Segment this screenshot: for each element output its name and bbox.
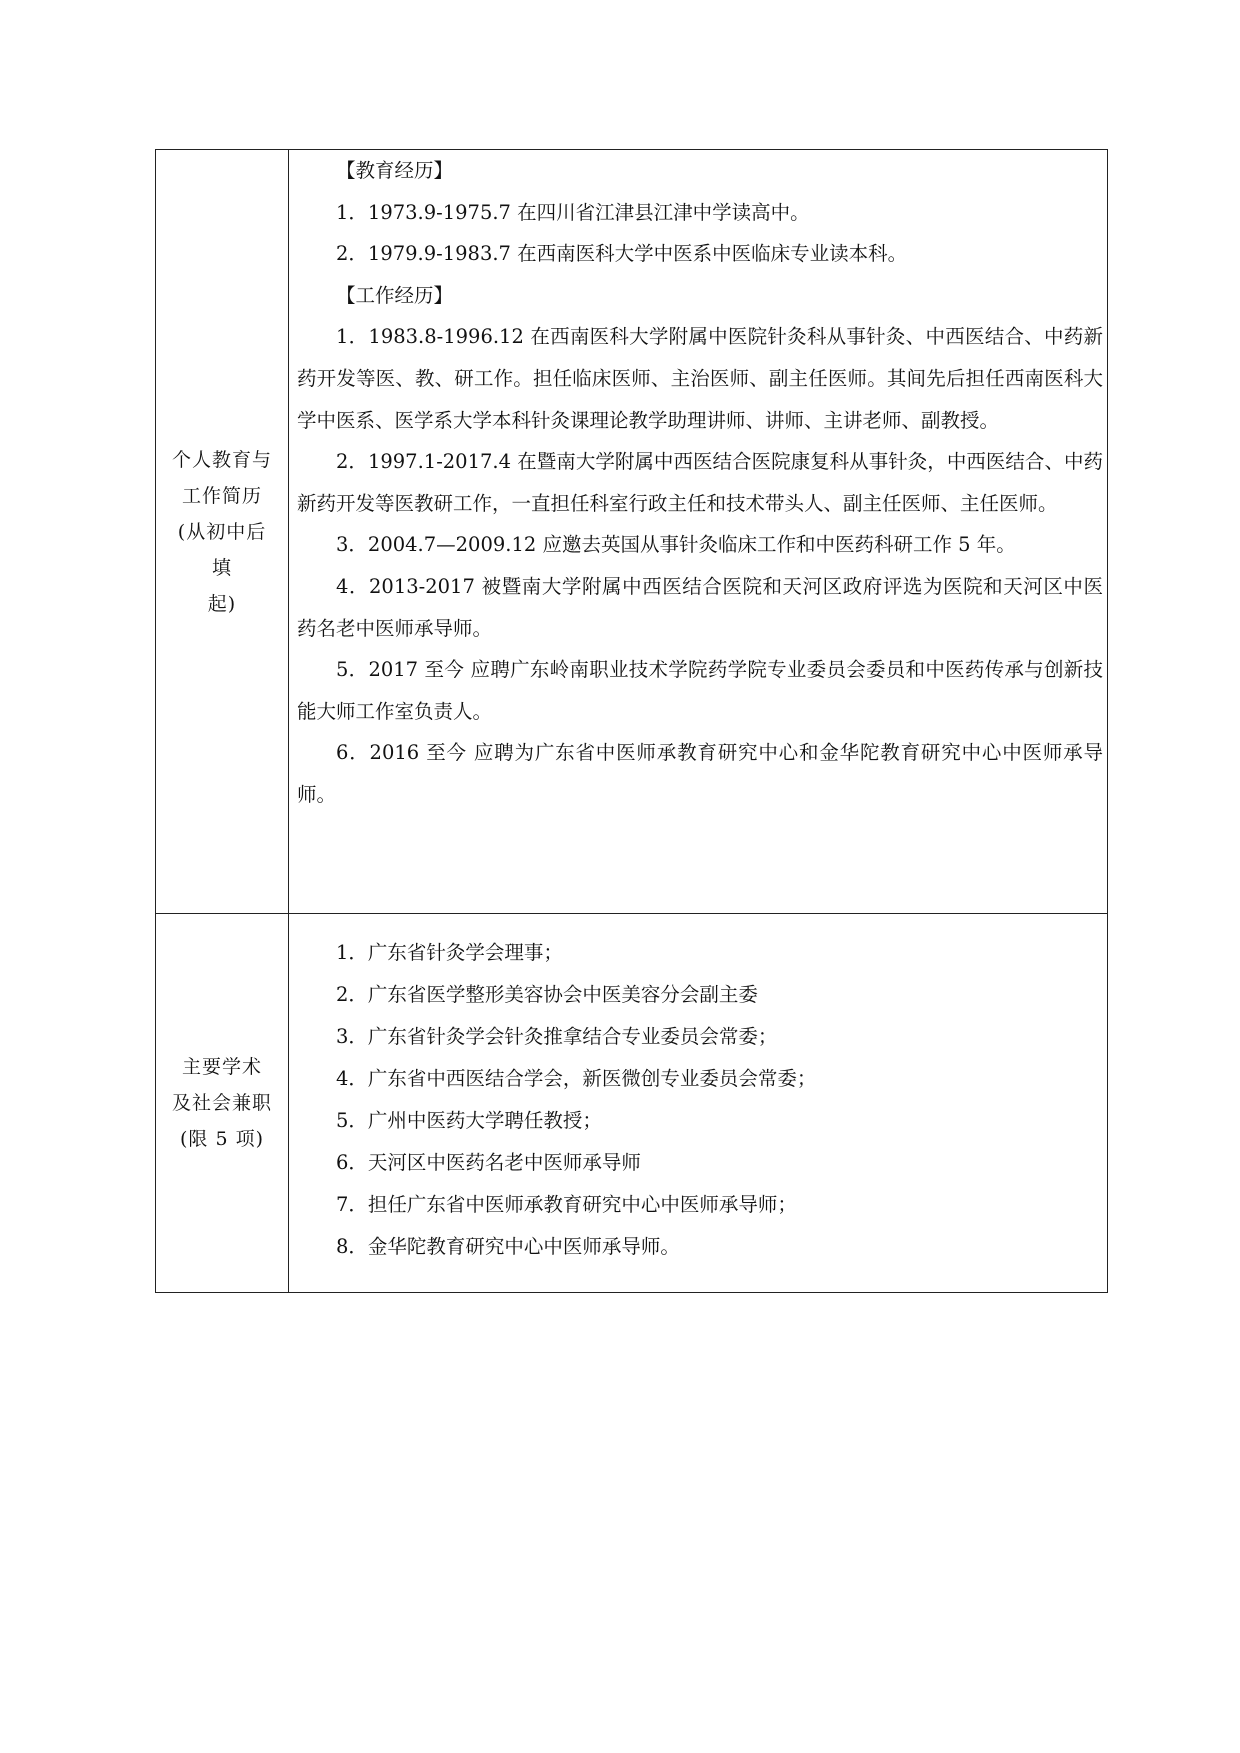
work-heading: 【工作经历】 <box>336 283 454 307</box>
work-item: 4．2013-2017 被暨南大学附属中西医结合医院和天河区政府评选为医院和天河区中医药名老中医师承导师。 <box>297 574 1103 640</box>
label-line: (从初中后填 <box>177 520 267 579</box>
academic-roles-label <box>170 1049 274 1157</box>
resume-table <box>155 149 1108 1293</box>
academic-roles-content-cell <box>289 914 1108 1293</box>
education-heading: 【教育经历】 <box>336 159 454 182</box>
academic-role-item: 3．广东省针灸学会针灸推拿结合专业委员会常委； <box>336 1025 778 1048</box>
label-line: 个人教育与 <box>171 448 272 471</box>
education-item: 1．1973.9-1975.7 在四川省江津县江津中学读高中。 <box>336 200 810 224</box>
academic-roles-content <box>297 914 1103 1268</box>
label-line: 起) <box>207 592 237 615</box>
academic-roles-label-cell <box>156 914 289 1293</box>
academic-role-item: 2．广东省医学整形美容协会中医美容分会副主委 <box>336 983 758 1006</box>
academic-role-item: 8．金华陀教育研究中心中医师承导师。 <box>336 1235 680 1258</box>
label-line: (限 5 项) <box>180 1128 264 1150</box>
label-line: 工作简历 <box>181 484 262 507</box>
academic-role-item: 7．担任广东省中医师承教育研究中心中医师承导师； <box>336 1193 797 1216</box>
work-item: 6．2016 至今 应聘为广东省中医师承教育研究中心和金华陀教育研究中心中医师承导师。 <box>297 741 1103 806</box>
work-item: 1．1983.8-1996.12 在西南医科大学附属中医院针灸科从事针灸、中西医结合、中药新药开发等医、教、研工作。担任临床医师、主治医师、副主任医师。其间先后担任西南医科大学中医系、医学系大学本科针灸课理论教学助理讲师、讲师、主讲老师、副教授。 <box>297 325 1103 432</box>
education-work-content-cell <box>289 150 1108 914</box>
work-item: 3．2004.7—2009.12 应邀去英国从事针灸临床工作和中医药科研工作 5 年。 <box>336 533 1016 557</box>
label-line: 及社会兼职 <box>171 1092 272 1114</box>
education-work-row <box>156 150 1108 914</box>
education-work-label <box>170 442 274 622</box>
work-item: 2．1997.1-2017.4 在暨南大学附属中西医结合医院康复科从事针灸，中西医结合、中药新药开发等医教研工作，一直担任科室行政主任和技术带头人、副主任医师、主任医师。 <box>297 450 1103 515</box>
academic-roles-row <box>156 914 1108 1293</box>
academic-role-item: 6．天河区中医药名老中医师承导师 <box>336 1151 641 1174</box>
label-line: 主要学术 <box>181 1056 262 1078</box>
work-item: 5．2017 至今 应聘广东岭南职业技术学院药学院专业委员会委员和中医药传承与创新技能大师工作室负责人。 <box>297 658 1103 723</box>
education-work-label-cell <box>156 150 289 914</box>
education-work-content <box>297 150 1103 816</box>
education-item: 2．1979.9-1983.7 在西南医科大学中医系中医临床专业读本科。 <box>336 242 908 266</box>
academic-role-item: 1．广东省针灸学会理事； <box>336 941 563 964</box>
academic-role-item: 5．广州中医药大学聘任教授； <box>336 1109 602 1132</box>
academic-role-item: 4．广东省中西医结合学会，新医微创专业委员会常委； <box>336 1067 817 1090</box>
